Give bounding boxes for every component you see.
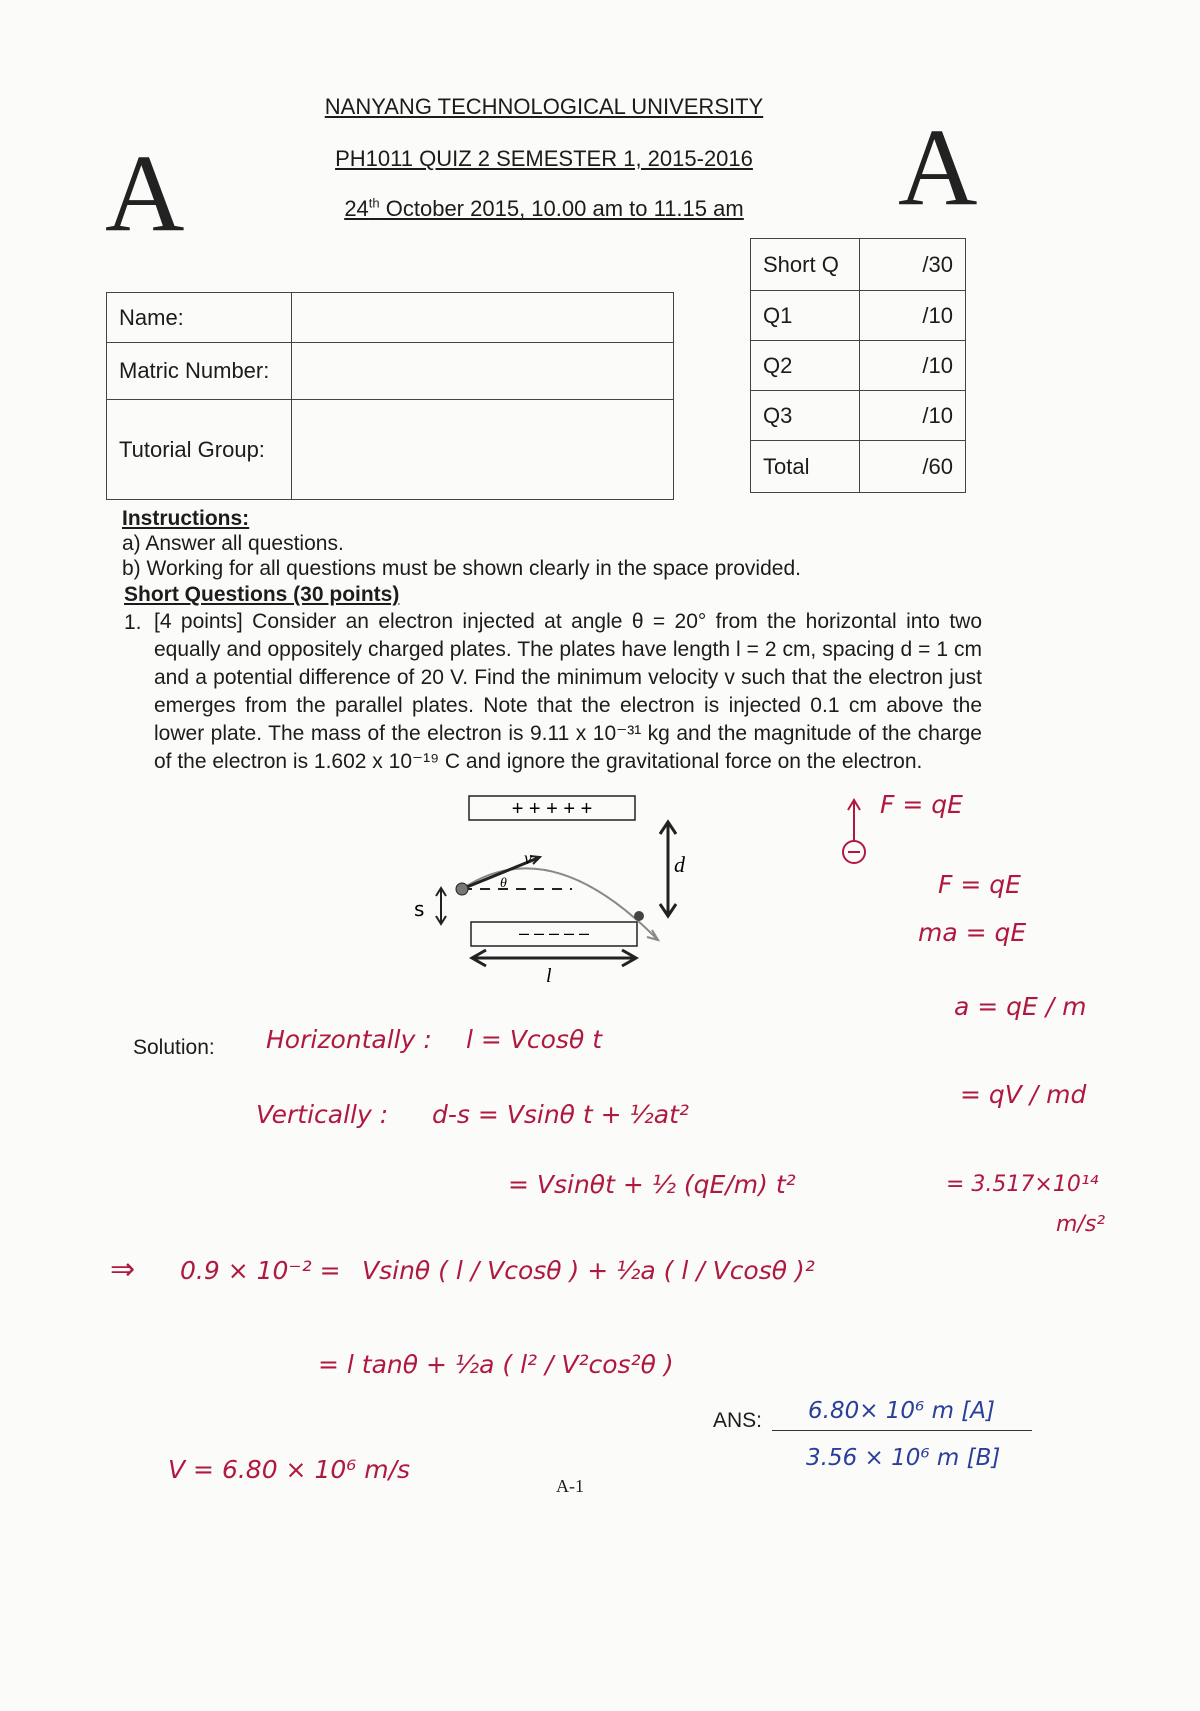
force-label: F = qE [880, 790, 963, 819]
name-label: Name: [107, 293, 292, 343]
tutorial-label: Tutorial Group: [107, 400, 292, 500]
acceleration-equation: a = qE / m [954, 992, 1087, 1021]
horizontally-label: Horizontally : [266, 1025, 432, 1054]
bottom-plate-charges: – – – – – [518, 923, 590, 943]
score-table [750, 238, 966, 493]
tutorial-field[interactable] [292, 400, 674, 500]
substitution-lhs: 0.9 × 10⁻² = [180, 1256, 341, 1285]
matric-field[interactable] [292, 343, 674, 400]
version-letter-right: A [898, 106, 978, 228]
force-equation: F = qE [938, 870, 1021, 899]
score-label-q3: Q3 [751, 391, 860, 441]
university-name: NANYANG TECHNOLOGICAL UNIVERSITY [324, 94, 764, 119]
student-info-table [106, 292, 674, 500]
version-letter-left: A [105, 132, 185, 254]
instruction-b: b) Working for all questions must be shown clearly in the space provided. [122, 557, 801, 580]
vertically-label: Vertically : [256, 1100, 389, 1129]
implies-arrow: ⇒ [110, 1252, 136, 1287]
label-s: s [414, 897, 425, 921]
score-max-q2: /10 [860, 341, 966, 391]
name-field[interactable] [292, 293, 674, 343]
answer-value-b: 3.56 × 10⁶ m [B] [806, 1445, 1001, 1471]
score-label-q2: Q2 [751, 341, 860, 391]
score-max-q1: /10 [860, 291, 966, 341]
instruction-a: a) Answer all questions. [122, 532, 344, 555]
score-max-q3: /10 [860, 391, 966, 441]
acceleration-equation-2: = qV / md [960, 1080, 1087, 1109]
question-1-text: [4 points] Consider an electron injected at angle θ = 20° from the horizontal into two equally and oppositely charged plates. The plates have length l = 2 cm, spacing d = 1 cm and a potential difference of 20 V. Find the minimum velocity v such that the electron just emerges from the parallel plates. Note that the electron is injected 0.1 cm above the lower plate. The mass of the electron is 9.11 x 10⁻³¹ kg and the magnitude of the charge of the electron is 1.602 x 10⁻¹⁹ C and ignore the gravitational force on the electron. [154, 610, 982, 773]
exit-point [634, 911, 644, 921]
label-d: d [674, 852, 685, 877]
answer-label: ANS: [713, 1409, 763, 1432]
exam-date: 24th October 2015, 10.00 am to 11.15 am [344, 196, 744, 222]
vertical-equation: d-s = Vsinθ t + ½at² [432, 1100, 689, 1129]
final-velocity: V = 6.80 × 10⁶ m/s [168, 1455, 411, 1484]
top-plate-charges: + + + + + [511, 798, 593, 820]
matric-label: Matric Number: [107, 343, 292, 400]
answer-value-a: 6.80× 10⁶ m [A] [808, 1398, 995, 1424]
answer-line [772, 1430, 1032, 1431]
score-label-short: Short Q [751, 239, 860, 291]
score-label-q1: Q1 [751, 291, 860, 341]
question-number: 1. [124, 611, 142, 634]
horizontal-equation: l = Vcosθ t [466, 1025, 602, 1054]
newton-equation: ma = qE [918, 918, 1027, 947]
label-theta: θ [500, 876, 507, 891]
label-l: l [546, 965, 552, 987]
score-max-total: /60 [860, 441, 966, 493]
parallel-plates-diagram [400, 790, 700, 990]
score-max-short: /30 [860, 239, 966, 291]
acceleration-unit: m/s² [1056, 1212, 1106, 1237]
instructions-heading: Instructions: [122, 507, 250, 530]
electron [456, 883, 468, 895]
solution-label: Solution: [133, 1036, 215, 1059]
substitution-rhs: Vsinθ ( l / Vcosθ ) + ½a ( l / Vcosθ )² [362, 1256, 815, 1285]
course-title: PH1011 QUIZ 2 SEMESTER 1, 2015-2016 [335, 146, 753, 171]
section-heading: Short Questions (30 points) [124, 583, 400, 606]
tan-equation: = l tanθ + ½a ( l² / V²cos²θ ) [318, 1350, 674, 1379]
score-label-total: Total [751, 441, 860, 493]
acceleration-value: = 3.517×10¹⁴ [946, 1172, 1099, 1197]
page-number: A-1 [556, 1476, 584, 1496]
label-v: v [524, 848, 532, 868]
vertical-equation-2: = Vsinθt + ½ (qE/m) t² [508, 1170, 796, 1199]
